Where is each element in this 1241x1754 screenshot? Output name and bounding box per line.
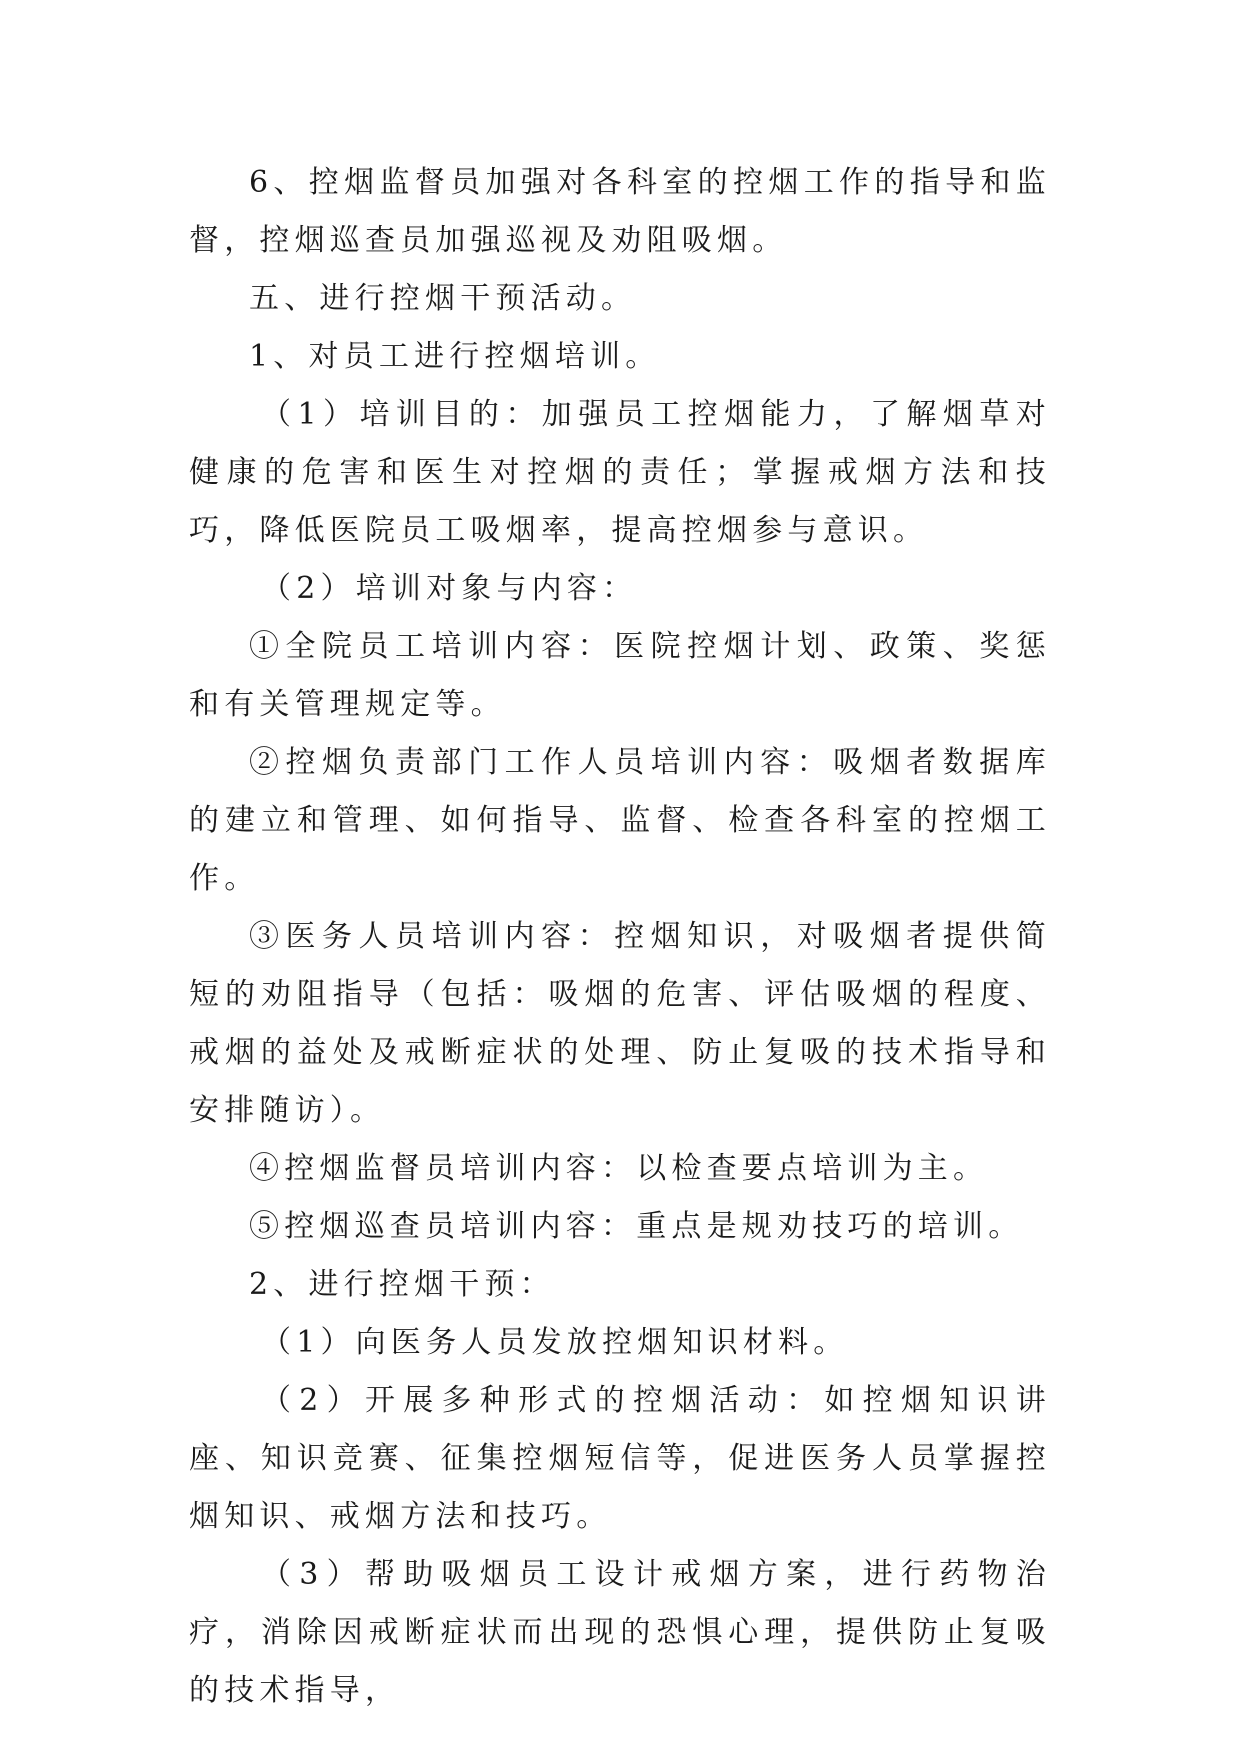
- paragraph-training-purpose: （1）培训目的：加强员工控烟能力，了解烟草对健康的危害和医生对控烟的责任；掌握戒烟方法和技巧，降低医院员工吸烟率，提高控烟参与意识。: [189, 397, 1051, 548]
- paragraph-item-6-supervision: 6、控烟监督员加强对各科室的控烟工作的指导和监督，控烟巡查员加强巡视及劝阻吸烟。: [189, 165, 1051, 258]
- list-item-inspectors: ⑤控烟巡查员培训内容：重点是规劝技巧的培训。: [249, 1209, 1024, 1244]
- document-body: [189, 154, 1051, 1720]
- list-item-all-staff: ①全院员工培训内容：医院控烟计划、政策、奖惩和有关管理规定等。: [189, 629, 1051, 722]
- paragraph-quit-plan: （3）帮助吸烟员工设计戒烟方案，进行药物治疗，消除因戒断症状而出现的恐惧心理，提供防止复吸的技术指导，: [189, 1557, 1051, 1708]
- subheading-training: 1、对员工进行控烟培训。: [249, 339, 661, 374]
- paragraph-training-targets: （2）培训对象与内容：: [261, 571, 638, 606]
- list-item-medical-staff: ③医务人员培训内容：控烟知识，对吸烟者提供简短的劝阻指导（包括：吸烟的危害、评估吸烟的程度、戒烟的益处及戒断症状的处理、防止复吸的技术指导和安排随访）。: [189, 919, 1051, 1128]
- list-item-department-staff: ②控烟负责部门工作人员培训内容：吸烟者数据库的建立和管理、如何指导、监督、检查各科室的控烟工作。: [189, 745, 1051, 896]
- list-item-supervisors: ④控烟监督员培训内容：以检查要点培训为主。: [249, 1151, 989, 1186]
- paragraph-distribute-materials: （1）向医务人员发放控烟知识材料。: [261, 1325, 849, 1360]
- section-heading-five: 五、进行控烟干预活动。: [249, 281, 637, 316]
- paragraph-activities: （2）开展多种形式的控烟活动：如控烟知识讲座、知识竞赛、征集控烟短信等，促进医务人员掌握控烟知识、戒烟方法和技巧。: [189, 1383, 1051, 1534]
- subheading-intervention: 2、进行控烟干预：: [249, 1267, 555, 1302]
